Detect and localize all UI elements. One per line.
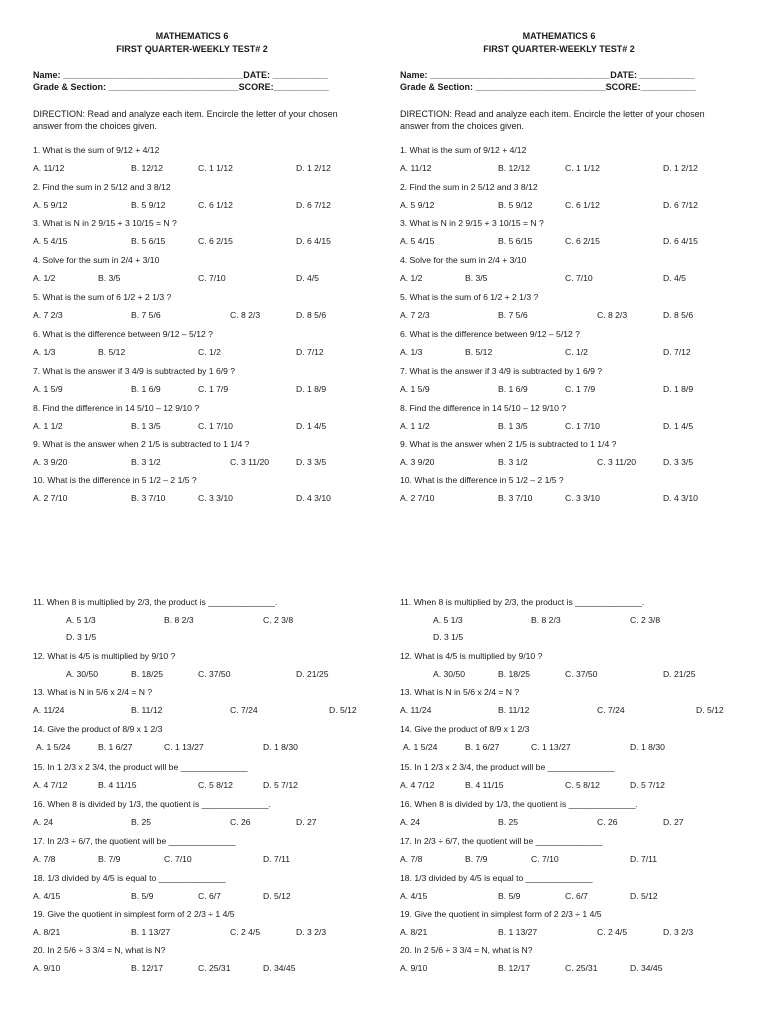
- answer-choice: D. 7/12: [296, 347, 324, 357]
- answer-choice: C. 7/24: [230, 705, 258, 715]
- answer-choice: A. 1 5/24: [36, 742, 71, 752]
- answer-choice: D. 1 8/30: [630, 742, 665, 752]
- answer-choice: A. 1/3: [33, 347, 56, 357]
- question-text: 8. Find the difference in 14 5/10 – 12 9/10 ?: [400, 403, 567, 413]
- answer-choice: A. 8/21: [400, 927, 428, 937]
- answer-choice: A. 1 5/9: [400, 384, 430, 394]
- answer-choice: C. 3 11/20: [230, 457, 270, 467]
- answer-choice: D. 3 2/3: [296, 927, 327, 937]
- answer-choice: D. 3 2/3: [663, 927, 694, 937]
- answer-choice: D. 4 3/10: [663, 493, 698, 503]
- question-text: 15. In 1 2/3 x 2 3/4, the product will be ______________: [33, 762, 248, 772]
- question-text: 6. What is the difference between 9/12 – 5/12 ?: [400, 329, 580, 339]
- sheet-subtitle: FIRST QUARTER-WEEKLY TEST# 2: [483, 44, 635, 54]
- question-text: 13. What is N in 5/6 x 2/4 = N ?: [33, 687, 153, 697]
- question-text: 13. What is N in 5/6 x 2/4 = N ?: [400, 687, 520, 697]
- answer-choice: B. 5/9: [498, 891, 521, 901]
- answer-choice: A. 1/3: [400, 347, 423, 357]
- answer-choice: C. 3 3/10: [198, 493, 233, 503]
- answer-choice: B. 12/12: [131, 163, 164, 173]
- question-text: 4. Solve for the sum in 2/4 + 3/10: [400, 255, 527, 265]
- answer-choice: C. 2 3/8: [630, 615, 661, 625]
- answer-choice: B. 4 11/15: [98, 780, 137, 790]
- answer-choice: D. 6 7/12: [663, 200, 698, 210]
- answer-choice: C. 7/10: [565, 273, 593, 283]
- answer-choice: C. 1 7/10: [198, 421, 233, 431]
- answer-choice: D. 6 7/12: [296, 200, 331, 210]
- question-text: 20. In 2 5/6 ÷ 3 3/4 = N, what is N?: [400, 945, 533, 955]
- answer-choice: C. 1 1/12: [565, 163, 600, 173]
- question-text: 2. Find the sum in 2 5/12 and 3 8/12: [400, 182, 538, 192]
- answer-choice: C. 2 3/8: [263, 615, 294, 625]
- answer-choice: C. 6/7: [565, 891, 588, 901]
- question-text: 19. Give the quotient in simplest form of 2 2/3 ÷ 1 4/5: [400, 909, 602, 919]
- answer-choice: C. 3 3/10: [565, 493, 600, 503]
- answer-choice: A. 4/15: [33, 891, 61, 901]
- answer-choice: A. 4 7/12: [33, 780, 68, 790]
- answer-choice: C. 7/10: [164, 854, 192, 864]
- question-text: 5. What is the sum of 6 1/2 + 2 1/3 ?: [400, 292, 539, 302]
- name-date-field: Name: ____________________________________DATE: ___________: [33, 70, 328, 80]
- answer-choice: D. 3 1/5: [433, 632, 464, 642]
- answer-choice: B. 1 6/9: [131, 384, 161, 394]
- answer-choice: A. 2 7/10: [33, 493, 68, 503]
- answer-choice: D. 21/25: [663, 669, 696, 679]
- answer-choice: A. 30/50: [433, 669, 466, 679]
- answer-choice: C. 37/50: [198, 669, 231, 679]
- name-date-field: Name: ____________________________________DATE: ___________: [400, 70, 695, 80]
- answer-choice: C. 26: [597, 817, 618, 827]
- answer-choice: D. 1 4/5: [663, 421, 694, 431]
- question-text: 14. Give the product of 8/9 x 1 2/3: [33, 724, 163, 734]
- answer-choice: B. 5/12: [465, 347, 493, 357]
- answer-choice: C. 2 4/5: [597, 927, 628, 937]
- answer-choice: C. 1 13/27: [164, 742, 204, 752]
- answer-choice: A. 11/12: [33, 163, 65, 173]
- answer-choice: D. 1 8/9: [663, 384, 694, 394]
- sheet-subtitle: FIRST QUARTER-WEEKLY TEST# 2: [116, 44, 268, 54]
- answer-choice: D. 8 5/6: [296, 310, 327, 320]
- answer-choice: B. 5 6/15: [498, 236, 533, 246]
- question-text: 20. In 2 5/6 ÷ 3 3/4 = N, what is N?: [33, 945, 166, 955]
- answer-choice: A. 5 9/12: [400, 200, 435, 210]
- answer-choice: A. 11/12: [400, 163, 432, 173]
- sheet-title: MATHEMATICS 6: [522, 31, 596, 41]
- answer-choice: B. 25: [131, 817, 152, 827]
- answer-choice: D. 34/45: [263, 963, 296, 973]
- answer-choice: C. 1 7/9: [198, 384, 229, 394]
- answer-choice: C. 5 8/12: [565, 780, 600, 790]
- answer-choice: B. 8 2/3: [531, 615, 561, 625]
- answer-choice: D. 4/5: [663, 273, 686, 283]
- answer-choice: D. 1 2/12: [663, 163, 698, 173]
- answer-choice: B. 18/25: [131, 669, 164, 679]
- question-text: 17. In 2/3 ÷ 6/7, the quotient will be ______________: [400, 836, 603, 846]
- question-text: 18. 1/3 divided by 4/5 is equal to ______________: [33, 873, 226, 883]
- answer-choice: D. 21/25: [296, 669, 329, 679]
- answer-choice: B. 7 5/6: [498, 310, 528, 320]
- answer-choice: A. 2 7/10: [400, 493, 435, 503]
- answer-choice: B. 3/5: [465, 273, 488, 283]
- answer-choice: D. 5/12: [696, 705, 724, 715]
- answer-choice: C. 6 2/15: [565, 236, 600, 246]
- answer-choice: A. 7/8: [400, 854, 423, 864]
- answer-choice: B. 7/9: [465, 854, 488, 864]
- answer-choice: B. 1 6/27: [98, 742, 133, 752]
- answer-choice: D. 27: [663, 817, 684, 827]
- answer-choice: B. 18/25: [498, 669, 531, 679]
- answer-choice: A. 3 9/20: [400, 457, 435, 467]
- answer-choice: C. 26: [230, 817, 251, 827]
- question-text: 11. When 8 is multiplied by 2/3, the product is ______________.: [33, 597, 278, 607]
- answer-choice: C. 25/31: [565, 963, 598, 973]
- answer-choice: C. 37/50: [565, 669, 598, 679]
- answer-choice: A. 1 5/9: [33, 384, 63, 394]
- answer-choice: C. 6 2/15: [198, 236, 233, 246]
- question-text: 9. What is the answer when 2 1/5 is subtracted to 1 1/4 ?: [400, 439, 617, 449]
- answer-choice: B. 5 9/12: [498, 200, 533, 210]
- answer-choice: A. 4 7/12: [400, 780, 435, 790]
- answer-choice: D. 34/45: [630, 963, 663, 973]
- answer-choice: B. 1 3/5: [131, 421, 161, 431]
- sheet-title: MATHEMATICS 6: [155, 31, 229, 41]
- question-text: 3. What is N in 2 9/15 + 3 10/15 = N ?: [33, 218, 177, 228]
- answer-choice: B. 12/17: [131, 963, 164, 973]
- answer-choice: B. 7 5/6: [131, 310, 161, 320]
- answer-choice: C. 7/10: [198, 273, 226, 283]
- answer-choice: B. 5/12: [98, 347, 126, 357]
- answer-choice: C. 6 1/12: [565, 200, 600, 210]
- answer-choice: A. 5 1/3: [66, 615, 96, 625]
- answer-choice: D. 5/12: [263, 891, 291, 901]
- answer-choice: B. 5 6/15: [131, 236, 166, 246]
- answer-choice: C. 7/10: [531, 854, 559, 864]
- answer-choice: D. 1 8/9: [296, 384, 327, 394]
- answer-choice: D. 4 3/10: [296, 493, 331, 503]
- answer-choice: D. 3 3/5: [663, 457, 694, 467]
- question-text: 7. What is the answer if 3 4/9 is subtracted by 1 6/9 ?: [400, 366, 603, 376]
- answer-choice: D. 4/5: [296, 273, 319, 283]
- answer-choice: B. 4 11/15: [465, 780, 504, 790]
- answer-choice: A. 7/8: [33, 854, 56, 864]
- question-text: 18. 1/3 divided by 4/5 is equal to ______________: [400, 873, 593, 883]
- answer-choice: C. 1/2: [198, 347, 221, 357]
- answer-choice: D. 6 4/15: [296, 236, 331, 246]
- answer-choice: A. 8/21: [33, 927, 61, 937]
- question-text: 2. Find the sum in 2 5/12 and 3 8/12: [33, 182, 171, 192]
- question-text: 6. What is the difference between 9/12 – 5/12 ?: [33, 329, 213, 339]
- answer-choice: A. 1 1/2: [33, 421, 63, 431]
- answer-choice: D. 1 2/12: [296, 163, 331, 173]
- answer-choice: A. 30/50: [66, 669, 99, 679]
- answer-choice: B. 8 2/3: [164, 615, 194, 625]
- question-text: 14. Give the product of 8/9 x 1 2/3: [400, 724, 530, 734]
- question-text: 4. Solve for the sum in 2/4 + 3/10: [33, 255, 160, 265]
- answer-choice: B. 1 3/5: [498, 421, 528, 431]
- question-text: 8. Find the difference in 14 5/10 – 12 9/10 ?: [33, 403, 200, 413]
- answer-choice: B. 11/12: [498, 705, 530, 715]
- answer-choice: B. 1 6/9: [498, 384, 528, 394]
- answer-choice: C. 1 1/12: [198, 163, 233, 173]
- answer-choice: B. 1 13/27: [131, 927, 171, 937]
- direction-text: DIRECTION: Read and analyze each item. Encircle the letter of your chosen answer from the choices given.: [33, 109, 338, 131]
- question-text: 16. When 8 is divided by 1/3, the quotient is ______________.: [400, 799, 638, 809]
- answer-choice: D. 5 7/12: [263, 780, 298, 790]
- answer-choice: D. 5/12: [630, 891, 658, 901]
- answer-choice: D. 3 3/5: [296, 457, 327, 467]
- answer-choice: D. 5/12: [329, 705, 357, 715]
- question-text: 19. Give the quotient in simplest form of 2 2/3 ÷ 1 4/5: [33, 909, 235, 919]
- answer-choice: D. 1 4/5: [296, 421, 327, 431]
- question-text: 12. What is 4/5 is multiplied by 9/10 ?: [33, 651, 176, 661]
- answer-choice: C. 6/7: [198, 891, 221, 901]
- answer-choice: A. 5 1/3: [433, 615, 463, 625]
- answer-choice: D. 3 1/5: [66, 632, 97, 642]
- answer-choice: D. 8 5/6: [663, 310, 694, 320]
- answer-choice: C. 1 7/10: [565, 421, 600, 431]
- answer-choice: D. 1 8/30: [263, 742, 298, 752]
- answer-choice: B. 3 7/10: [498, 493, 533, 503]
- answer-choice: D. 7/11: [263, 854, 291, 864]
- answer-choice: A. 9/10: [33, 963, 61, 973]
- question-text: 11. When 8 is multiplied by 2/3, the product is ______________.: [400, 597, 645, 607]
- answer-choice: C. 6 1/12: [198, 200, 233, 210]
- question-text: 10. What is the difference in 5 1/2 – 2 1/5 ?: [33, 475, 197, 485]
- answer-choice: D. 7/12: [663, 347, 691, 357]
- answer-choice: B. 12/17: [498, 963, 531, 973]
- answer-choice: C. 7/24: [597, 705, 625, 715]
- direction-text: DIRECTION: Read and analyze each item. Encircle the letter of your chosen answer from the choices given.: [400, 109, 705, 131]
- answer-choice: B. 5 9/12: [131, 200, 166, 210]
- answer-choice: B. 3 7/10: [131, 493, 166, 503]
- question-text: 17. In 2/3 ÷ 6/7, the quotient will be ______________: [33, 836, 236, 846]
- answer-choice: C. 1/2: [565, 347, 588, 357]
- answer-choice: A. 1/2: [33, 273, 56, 283]
- answer-choice: B. 11/12: [131, 705, 163, 715]
- question-text: 1. What is the sum of 9/12 + 4/12: [400, 145, 527, 155]
- question-text: 16. When 8 is divided by 1/3, the quotient is ______________.: [33, 799, 271, 809]
- grade-score-field: Grade & Section: __________________________SCORE:___________: [400, 82, 696, 92]
- answer-choice: A. 24: [33, 817, 54, 827]
- answer-choice: A. 7 2/3: [33, 310, 63, 320]
- question-text: 1. What is the sum of 9/12 + 4/12: [33, 145, 160, 155]
- answer-choice: A. 5 9/12: [33, 200, 68, 210]
- answer-choice: D. 6 4/15: [663, 236, 698, 246]
- question-text: 7. What is the answer if 3 4/9 is subtracted by 1 6/9 ?: [33, 366, 236, 376]
- answer-choice: C. 8 2/3: [597, 310, 628, 320]
- answer-choice: B. 12/12: [498, 163, 531, 173]
- answer-choice: B. 1 13/27: [498, 927, 538, 937]
- answer-choice: A. 11/24: [400, 705, 432, 715]
- answer-choice: C. 3 11/20: [597, 457, 637, 467]
- question-text: 3. What is N in 2 9/15 + 3 10/15 = N ?: [400, 218, 544, 228]
- answer-choice: B. 5/9: [131, 891, 154, 901]
- answer-choice: A. 1/2: [400, 273, 423, 283]
- answer-choice: C. 8 2/3: [230, 310, 261, 320]
- grade-score-field: Grade & Section: __________________________SCORE:___________: [33, 82, 329, 92]
- question-text: 15. In 1 2/3 x 2 3/4, the product will be ______________: [400, 762, 615, 772]
- answer-choice: A. 7 2/3: [400, 310, 430, 320]
- answer-choice: B. 3/5: [98, 273, 121, 283]
- answer-choice: A. 9/10: [400, 963, 428, 973]
- answer-choice: A. 4/15: [400, 891, 428, 901]
- answer-choice: C. 1 7/9: [565, 384, 596, 394]
- answer-choice: A. 24: [400, 817, 421, 827]
- answer-choice: B. 7/9: [98, 854, 121, 864]
- answer-choice: A. 5 4/15: [400, 236, 435, 246]
- answer-choice: D. 7/11: [630, 854, 658, 864]
- answer-choice: C. 1 13/27: [531, 742, 571, 752]
- question-text: 5. What is the sum of 6 1/2 + 2 1/3 ?: [33, 292, 172, 302]
- answer-choice: A. 1 5/24: [403, 742, 438, 752]
- question-text: 9. What is the answer when 2 1/5 is subtracted to 1 1/4 ?: [33, 439, 250, 449]
- question-text: 12. What is 4/5 is multiplied by 9/10 ?: [400, 651, 543, 661]
- answer-choice: B. 3 1/2: [131, 457, 161, 467]
- answer-choice: D. 27: [296, 817, 317, 827]
- answer-choice: B. 1 6/27: [465, 742, 500, 752]
- answer-choice: C. 5 8/12: [198, 780, 233, 790]
- answer-choice: C. 2 4/5: [230, 927, 261, 937]
- answer-choice: B. 25: [498, 817, 519, 827]
- answer-choice: C. 25/31: [198, 963, 231, 973]
- answer-choice: A. 11/24: [33, 705, 65, 715]
- answer-choice: B. 3 1/2: [498, 457, 528, 467]
- question-text: 10. What is the difference in 5 1/2 – 2 1/5 ?: [400, 475, 564, 485]
- answer-choice: A. 5 4/15: [33, 236, 68, 246]
- answer-choice: D. 5 7/12: [630, 780, 665, 790]
- answer-choice: A. 3 9/20: [33, 457, 68, 467]
- worksheet-right: [367, 0, 751, 1024]
- answer-choice: A. 1 1/2: [400, 421, 430, 431]
